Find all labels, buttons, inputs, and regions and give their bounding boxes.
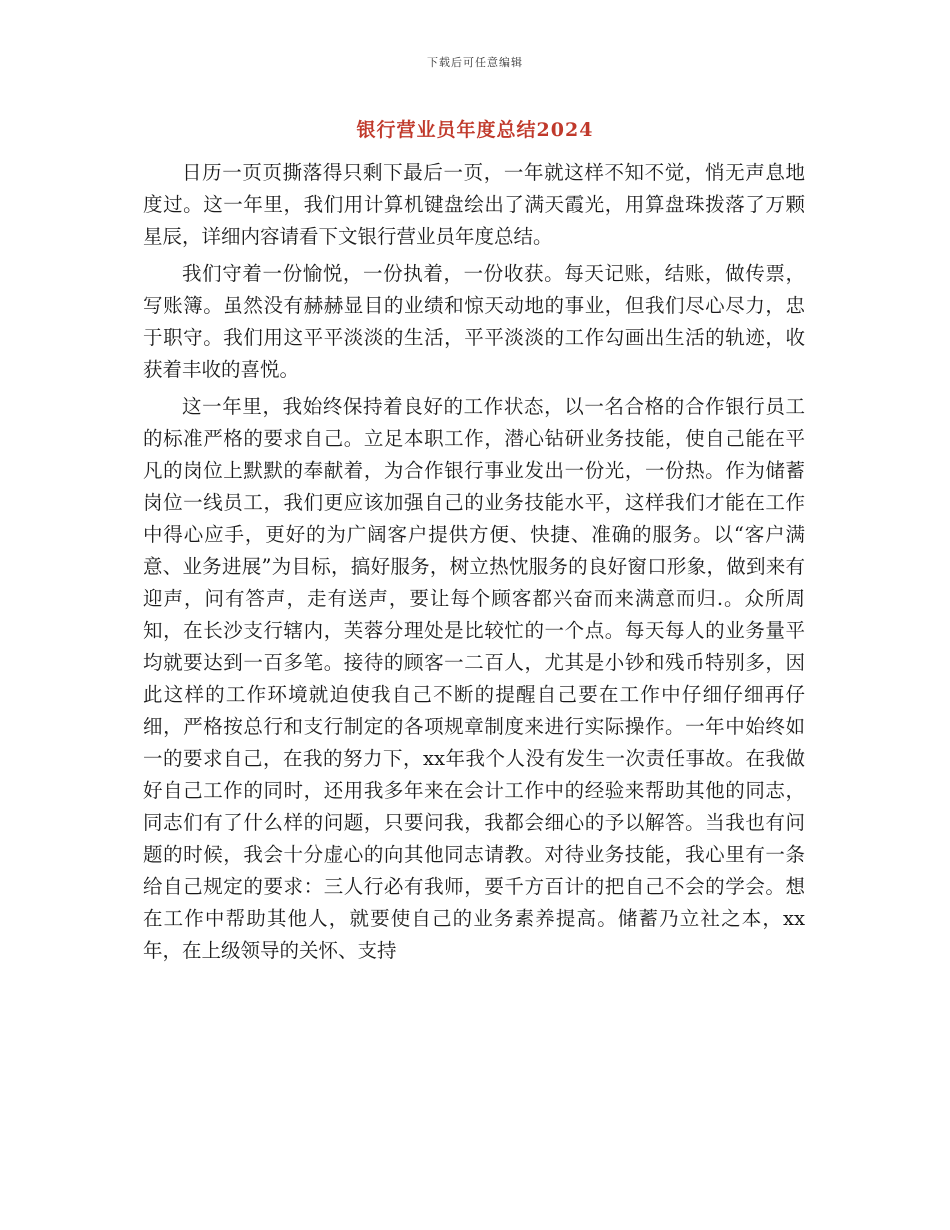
document-title: 银行营业员年度总结2024 xyxy=(356,119,594,141)
document-body xyxy=(143,157,805,972)
paragraph-2: 我们守着一份愉悦，一份执着，一份收获。每天记账，结账，做传票，写账簿。虽然没有赫赫显目的业绩和惊天动地的事业，但我们尽心尽力，忠于职守。我们用这平平淡淡的生活，平平淡淡的工作勾画出生活的轨迹，收获着丰收的喜悦。 xyxy=(143,262,805,381)
paragraph-1: 日历一页页撕落得只剩下最后一页，一年就这样不知不觉，悄无声息地度过。这一年里，我们用计算机键盘绘出了满天霞光，用算盘珠拨落了万颗星辰，详细内容请看下文银行营业员年度总结。 xyxy=(143,161,805,248)
header-note: 下载后可任意编辑 xyxy=(427,56,523,69)
paragraph-3: 这一年里，我始终保持着良好的工作状态，以一名合格的合作银行员工的标准严格的要求自己。立足本职工作，潜心钻研业务技能，使自己能在平凡的岗位上默默的奉献着，为合作银行事业发出一份光，一份热。作为储蓄岗位一线员工，我们更应该加强自己的业务技能水平，这样我们才能在工作中得心应手，更好的为广阔客户提供方便、快捷、准确的服务。以“客户满意、业务进展”为目标，搞好服务，树立热忱服务的良好窗口形象，做到来有迎声，问有答声，走有送声，要让每个顾客都兴奋而来满意而归.。众所周知，在长沙支行辖内，芙蓉分理处是比较忙的一个点。每天每人的业务量平均就要达到一百多笔。接待的顾客一二百人，尤其是小钞和残币特别多，因此这样的工作环境就迫使我自己不断的提醒自己要在工作中仔细仔细再仔细，严格按总行和支行制定的各项规章制度来进行实际操作。一年中始终如一的要求自己，在我的努力下，xx年我个人没有发生一次责任事故。在我做好自己工作的同时，还用我多年来在会计工作中的经验来帮助其他的同志，同志们有了什么样的问题，只要问我，我都会细心的予以解答。当我也有问题的时候，我会十分虚心的向其他同志请教。对待业务技能，我心里有一条给自己规定的要求：三人行必有我师，要千方百计的把自己不会的学会。想在工作中帮助其他人，就要使自己的业务素养提高。储蓄乃立社之本，xx年，在上级领导的关怀、支持 xyxy=(143,395,805,962)
